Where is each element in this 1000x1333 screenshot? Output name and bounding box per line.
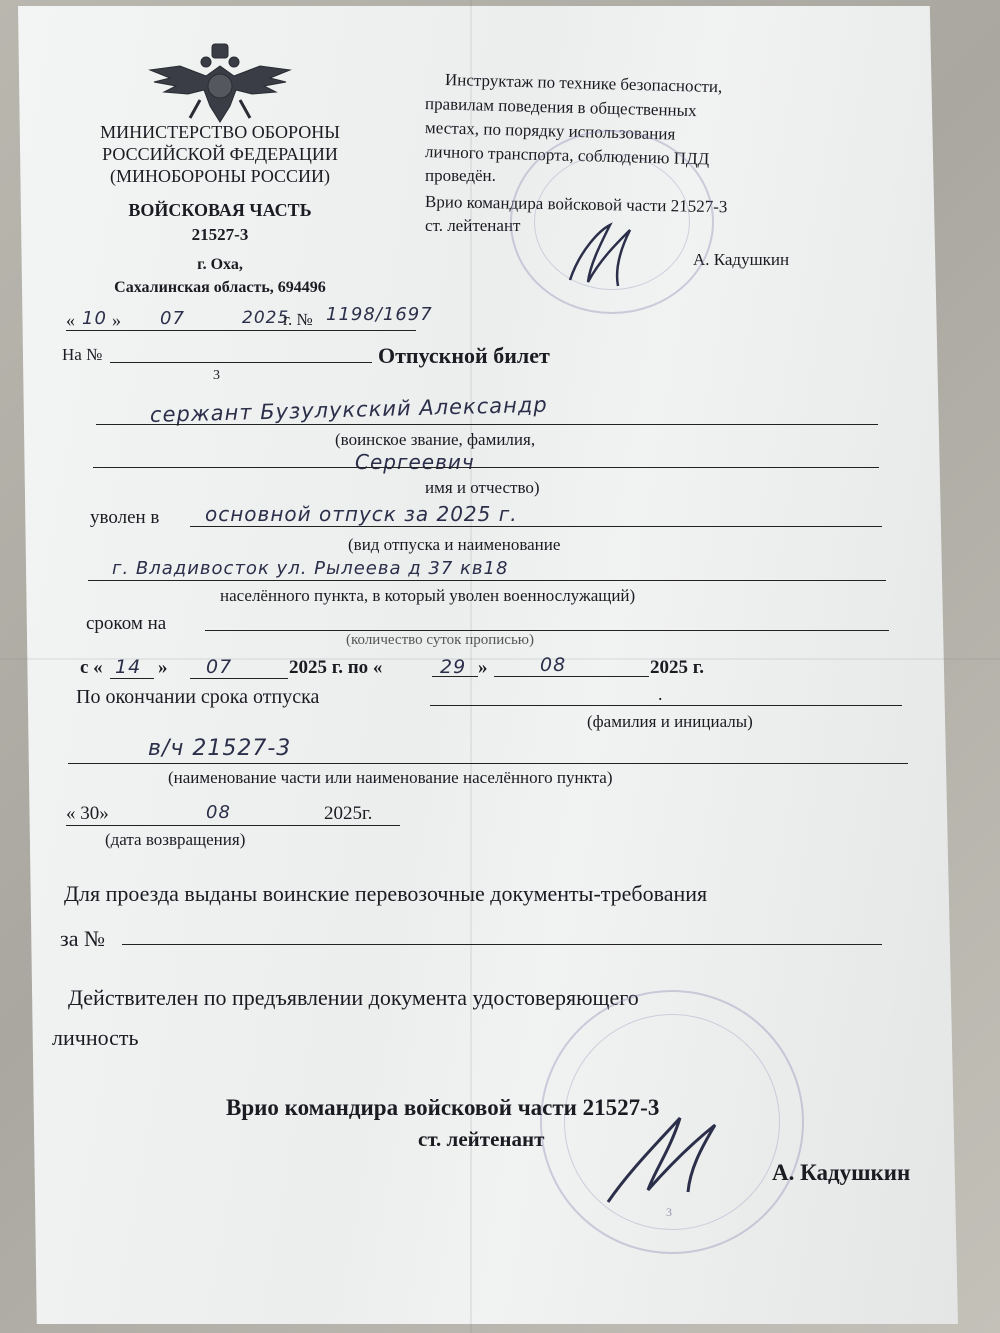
- instruction-line1: Инструктаж по технике безопасности,: [444, 70, 723, 97]
- instruction-line2: правилам поведения в общественных: [424, 94, 697, 121]
- destination-line: [88, 580, 886, 581]
- return-year: 2025г.: [324, 803, 373, 824]
- na-no-label: На №: [62, 345, 103, 364]
- term-label: сроком на: [86, 613, 167, 634]
- date-underline: [66, 330, 416, 331]
- footer-line2: ст. лейтенант: [418, 1127, 545, 1151]
- return-unit-caption: (наименование части или наименование населённого пункта): [168, 768, 613, 787]
- footer-line1: Врио командира войсковой части 21527-3: [226, 1095, 660, 1120]
- after-leave-caption: (фамилия и инициалы): [587, 712, 753, 731]
- period-to-close: »: [478, 657, 488, 678]
- period-to-year: 2025 г.: [650, 657, 704, 678]
- period-from-month-line: [190, 678, 288, 679]
- rank-name-line: [96, 424, 878, 425]
- uvolen-label: уволен в: [90, 507, 160, 528]
- leave-type-value: основной отпуск за 2025 г.: [205, 502, 518, 526]
- destination-value: г. Владивосток ул. Рылеева д 37 кв18: [112, 558, 509, 579]
- after-leave-dot: .: [658, 684, 663, 704]
- date-close-quote: »: [112, 310, 121, 330]
- instruction-line3: местах, по порядку использования: [424, 118, 676, 144]
- period-from-day: 14: [115, 656, 142, 678]
- instruction-line5: проведён.: [425, 166, 496, 185]
- period-from-label: с «: [80, 657, 103, 678]
- date-open-quote: «: [66, 310, 75, 330]
- period-to-month: 08: [540, 654, 567, 676]
- period-to-day: 29: [440, 656, 467, 678]
- period-from-day-line: [110, 678, 154, 679]
- return-date-line: [66, 825, 400, 826]
- top-signature-icon: [560, 220, 650, 290]
- unit-region: Сахалинская область, 694496: [114, 279, 326, 296]
- valid-line1: Действителен по предъявлении документа удостоверяющего: [68, 985, 639, 1010]
- leave-type-line: [190, 526, 882, 527]
- bottom-signature-icon: [600, 1110, 730, 1210]
- period-to-day-line: [432, 676, 478, 677]
- patronymic-line: [93, 467, 879, 468]
- return-unit-line: [68, 763, 908, 764]
- period-from-month: 07: [206, 656, 233, 678]
- period-from-year: 2025 г. по «: [289, 657, 383, 678]
- date-g-no: г. №: [283, 310, 313, 329]
- period-from-close: »: [158, 657, 168, 678]
- patronymic-value: Сергеевич: [355, 450, 475, 474]
- na-no-page-mark: 3: [213, 368, 220, 383]
- travel-line1: Для проезда выданы воинские перевозочные документы-требования: [64, 881, 708, 906]
- travel-line2: за №: [60, 926, 105, 951]
- footer-signer-name: А. Кадушкин: [772, 1160, 911, 1185]
- instruction-line6: Врио командира войсковой части 21527-3: [424, 192, 728, 217]
- patronymic-caption: имя и отчество): [425, 478, 540, 497]
- page-title: Отпускной билет: [378, 343, 550, 368]
- unit-title: ВОЙСКОВАЯ ЧАСТЬ: [128, 200, 312, 220]
- ministry-line3: (МИНОБОРОНЫ РОССИИ): [109, 166, 331, 186]
- return-caption: (дата возвращения): [105, 830, 246, 849]
- return-unit-value: в/ч 21527-3: [148, 736, 292, 761]
- instruction-line4: личного транспорта, соблюдению ПДД: [424, 142, 710, 169]
- valid-line2: личность: [52, 1025, 139, 1050]
- destination-caption: населённого пункта, в который уволен военнослужащий): [220, 586, 636, 605]
- unit-number: 21527-3: [191, 225, 249, 244]
- return-month: 08: [206, 802, 231, 823]
- paper-fold-horizontal: [0, 658, 1000, 660]
- instruction-line7: ст. лейтенант: [425, 216, 521, 235]
- ministry-line1: МИНИСТЕРСТВО ОБОРОНЫ: [100, 122, 340, 142]
- ministry-line2: РОССИЙСКОЙ ФЕДЕРАЦИИ: [102, 144, 338, 164]
- after-leave-line: [430, 705, 902, 706]
- date-day: 10: [82, 308, 107, 329]
- travel-line: [122, 944, 882, 945]
- date-year: 2025: [242, 308, 290, 328]
- term-caption: (количество суток прописью): [346, 632, 534, 648]
- rank-name-caption: (воинское звание, фамилия,: [335, 430, 536, 449]
- double-headed-eagle-emblem-icon: [140, 36, 300, 126]
- stamp-digit: 3: [666, 1205, 672, 1219]
- leave-type-caption: (вид отпуска и наименование: [348, 535, 561, 554]
- return-day: « 30»: [66, 803, 109, 824]
- date-number: 1198/1697: [326, 304, 433, 325]
- after-leave-label: По окончании срока отпуска: [76, 686, 320, 708]
- period-to-month-line: [494, 676, 649, 677]
- date-month: 07: [160, 308, 185, 329]
- unit-city: г. Оха,: [197, 256, 243, 273]
- instruction-signer-name: А. Кадушкин: [693, 250, 790, 269]
- rank-name-value: сержант Бузулукский Александр: [149, 392, 548, 427]
- term-line: [205, 630, 889, 631]
- na-no-line: [110, 362, 372, 363]
